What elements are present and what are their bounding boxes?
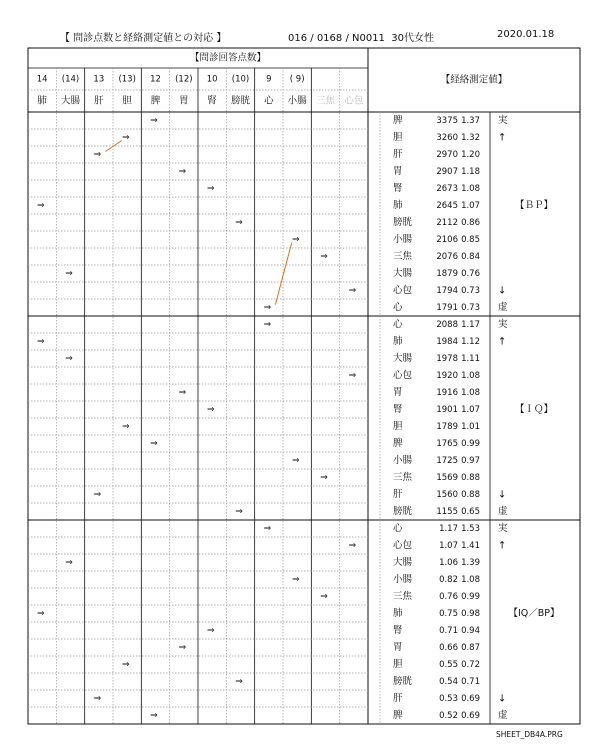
organ-match-arrow: ⇒ [206,184,215,194]
meridian-value: 0.52 [439,711,458,721]
meridian-ratio: 1.11 [461,354,480,364]
meridian-ratio: 1.12 [461,337,480,347]
meridian-organ: 膀胱 [393,506,413,517]
meridian-value: 0.82 [439,575,458,585]
meridian-organ: 胆 [393,132,403,143]
organ-match-arrow: ⇒ [348,371,357,381]
organ-match-arrow: ⇒ [121,133,130,143]
organ-match-arrow: ⇒ [348,541,357,551]
organ-match-arrow: ⇒ [320,252,328,262]
organ-match-arrow: ⇒ [36,201,45,211]
sheet-title: 【 問診点数と経絡測定値との対応 】 [60,33,227,44]
order-connector [275,243,291,305]
organ-match-arrow: ⇒ [206,405,215,415]
organ-header: 心 [264,95,274,107]
meridian-organ: 胃 [393,642,403,653]
meridian-ratio: 0.69 [461,694,480,704]
meridian-value: 1984 [436,337,458,347]
organ-header: 腎 [207,95,217,107]
meridian-organ: 大腸 [393,268,413,279]
meridian-organ: 胆 [393,421,403,432]
meridian-ratio: 1.01 [461,422,480,432]
organ-header: 肝 [94,95,104,107]
organ-match-arrow: ⇒ [263,524,272,534]
meridian-ratio: 1.08 [461,388,480,398]
meridian-ratio: 0.88 [461,473,480,483]
meridian-value: 1.06 [439,558,458,568]
meridian-ratio: 0.88 [461,490,480,500]
deficiency-mark: 虚 [498,710,508,721]
organ-match-arrow: ⇒ [121,660,130,670]
meridian-ratio: 1.41 [461,541,480,551]
meridian-value: 1978 [436,354,458,364]
meridian-value: 0.54 [439,677,458,687]
meridian-value: 1725 [436,456,458,466]
sheet-date: 2020.01.18 [497,29,555,40]
meridian-organ: 大腸 [393,557,413,568]
meridian-value: 0.75 [439,609,458,619]
meridian-organ: 三焦 [393,591,413,602]
meridian-organ: 脾 [393,438,403,449]
meridian-value: 1765 [436,439,458,449]
organ-header: 心包 [344,95,364,107]
meridian-organ: 胃 [393,387,403,398]
organ-match-arrow: ⇒ [235,507,243,517]
meridian-value: 2076 [436,252,458,262]
organ-match-arrow: ⇒ [178,643,187,653]
meridian-title: 【経絡測定値】 [440,74,508,86]
organ-header: 膀胱 [230,95,251,107]
meridian-value: 0.76 [439,592,458,602]
meridian-value: 2645 [436,201,458,211]
meridian-value: 1.07 [439,541,458,551]
organ-match-arrow: ⇒ [150,439,158,449]
meridian-organ: 肺 [393,608,403,619]
meridian-value: 2112 [436,218,458,228]
organ-match-arrow: ⇒ [36,337,45,347]
meridian-value: 1789 [436,422,458,432]
excess-mark: 実 [498,115,508,126]
meridian-organ: 小腸 [393,574,413,585]
meridian-organ: 肝 [393,489,403,500]
meridian-value: 2907 [436,167,458,177]
organ-match-arrow: ⇒ [320,473,328,483]
meridian-ratio: 0.73 [461,303,480,313]
organ-match-arrow: ⇒ [320,592,328,602]
meridian-ratio: 1.53 [461,524,480,534]
meridian-value: 0.53 [439,694,458,704]
table-frame [28,48,580,724]
meridian-ratio: 1.17 [461,320,480,330]
organ-match-arrow: ⇒ [65,558,73,568]
meridian-ratio: 1.08 [461,371,480,381]
record-info: 016 / 0168 / N0011 30代女性 [288,33,435,44]
score-label: (14) [61,74,80,85]
score-label: ( 9) [289,74,305,85]
meridian-value: 1879 [436,269,458,279]
meridian-ratio: 0.73 [461,286,480,296]
down-arrow: ↓ [498,285,507,297]
meridian-ratio: 1.08 [461,184,480,194]
meridian-ratio: 0.99 [461,592,480,602]
score-label: 9 [266,74,272,85]
question-score-title: 【問診回答点数】 [189,52,267,64]
meridian-value: 0.66 [439,643,458,653]
organ-match-arrow: ⇒ [150,116,158,126]
meridian-organ: 脾 [393,710,403,721]
section-label: 【IQ／BP】 [508,608,560,619]
meridian-ratio: 0.76 [461,269,480,279]
organ-header: 肺 [37,95,47,107]
meridian-organ: 肺 [393,336,403,347]
up-arrow: ↑ [498,132,507,144]
meridian-ratio: 1.32 [461,133,480,143]
up-arrow: ↑ [498,336,507,348]
organ-header: 脾 [150,95,161,107]
meridian-value: 1.17 [439,524,458,534]
meridian-organ: 肝 [393,149,403,160]
meridian-ratio: 1.39 [461,558,480,568]
meridian-ratio: 1.07 [461,405,480,415]
meridian-value: 2673 [436,184,458,194]
meridian-ratio: 0.72 [461,660,480,670]
organ-match-arrow: ⇒ [235,218,243,228]
score-label: 12 [150,74,161,85]
organ-match-arrow: ⇒ [263,303,272,313]
meridian-organ: 腎 [393,625,403,636]
section-label: 【ＢＰ】 [514,200,554,211]
meridian-organ: 胃 [393,166,403,177]
organ-match-arrow: ⇒ [93,694,102,704]
organ-match-arrow: ⇒ [93,490,102,500]
organ-match-arrow: ⇒ [348,286,357,296]
meridian-value: 2106 [436,235,458,245]
meridian-value: 0.55 [439,660,458,670]
score-label: (10) [231,74,250,85]
up-arrow: ↑ [498,540,507,552]
meridian-organ: 肝 [393,693,403,704]
organ-match-arrow: ⇒ [178,167,187,177]
meridian-ratio: 0.94 [461,626,480,636]
meridian-value: 0.71 [439,626,458,636]
meridian-organ: 心包 [393,370,413,381]
down-arrow: ↓ [498,489,507,501]
meridian-value: 1560 [436,490,458,500]
meridian-ratio: 1.18 [461,167,480,177]
organ-header: 三焦 [315,95,336,107]
organ-match-arrow: ⇒ [235,677,243,687]
meridian-organ: 三焦 [393,251,413,262]
meridian-ratio: 1.07 [461,201,480,211]
meridian-value: 1901 [436,405,458,415]
meridian-value: 1569 [436,473,458,483]
meridian-value: 1916 [436,388,458,398]
score-label: 13 [93,74,105,85]
deficiency-mark: 虚 [498,302,508,313]
meridian-organ: 胆 [393,659,403,670]
meridian-ratio: 1.08 [461,575,480,585]
section-label: 【ＩＱ】 [514,404,554,415]
deficiency-mark: 虚 [498,506,508,517]
meridian-organ: 心包 [393,285,413,296]
meridian-ratio: 0.65 [461,507,480,517]
meridian-ratio: 0.71 [461,677,480,687]
organ-header: 胆 [122,95,132,107]
down-arrow: ↓ [498,693,507,705]
meridian-organ: 小腸 [393,455,413,466]
meridian-ratio: 0.99 [461,439,480,449]
meridian-value: 2088 [436,320,458,330]
meridian-ratio: 0.85 [461,235,480,245]
organ-match-arrow: ⇒ [150,711,158,721]
organ-header: 胃 [179,95,189,107]
meridian-value: 1791 [436,303,458,313]
meridian-value: 3260 [436,133,458,143]
meridian-ratio: 0.69 [461,711,480,721]
meridian-organ: 腎 [393,404,403,415]
score-label: 10 [206,74,218,85]
organ-match-arrow: ⇒ [178,388,187,398]
meridian-ratio: 0.98 [461,609,480,619]
meridian-value: 1794 [436,286,458,296]
meridian-ratio: 1.20 [461,150,480,160]
meridian-ratio: 0.84 [461,252,480,262]
meridian-organ: 大腸 [393,353,413,364]
score-label: (13) [118,74,136,85]
organ-match-arrow: ⇒ [291,456,300,466]
excess-mark: 実 [498,319,508,330]
organ-header: 大腸 [60,95,81,107]
organ-header: 小腸 [287,95,307,107]
meridian-organ: 三焦 [393,472,413,483]
organ-match-arrow: ⇒ [263,320,272,330]
meridian-ratio: 1.37 [461,116,480,126]
meridian-organ: 肺 [393,200,403,211]
meridian-organ: 脾 [393,115,403,126]
program-name: SHEET_DB4A.PRG [496,730,563,739]
meridian-value: 2970 [436,150,458,160]
organ-match-arrow: ⇒ [121,422,130,432]
meridian-ratio: 0.87 [461,643,480,653]
meridian-organ: 心 [393,523,403,534]
score-label: 14 [36,74,48,85]
organ-match-arrow: ⇒ [65,269,73,279]
meridian-value: 1155 [436,507,458,517]
organ-match-arrow: ⇒ [291,235,300,245]
meridian-ratio: 0.97 [461,456,480,466]
organ-match-arrow: ⇒ [291,575,300,585]
meridian-value: 1920 [436,371,458,381]
meridian-organ: 心 [393,319,403,330]
meridian-organ: 心 [393,302,403,313]
excess-mark: 実 [498,523,508,534]
meridian-organ: 腎 [393,183,403,194]
organ-match-arrow: ⇒ [65,354,73,364]
meridian-organ: 膀胱 [393,217,413,228]
meridian-ratio: 0.86 [461,218,480,228]
meridian-organ: 心包 [393,540,413,551]
organ-match-arrow: ⇒ [36,609,45,619]
meridian-organ: 小腸 [393,234,413,245]
score-label: (12) [175,74,193,85]
meridian-value: 3375 [436,116,458,126]
meridian-organ: 膀胱 [393,676,413,687]
organ-match-arrow: ⇒ [206,626,215,636]
organ-match-arrow: ⇒ [93,150,102,160]
